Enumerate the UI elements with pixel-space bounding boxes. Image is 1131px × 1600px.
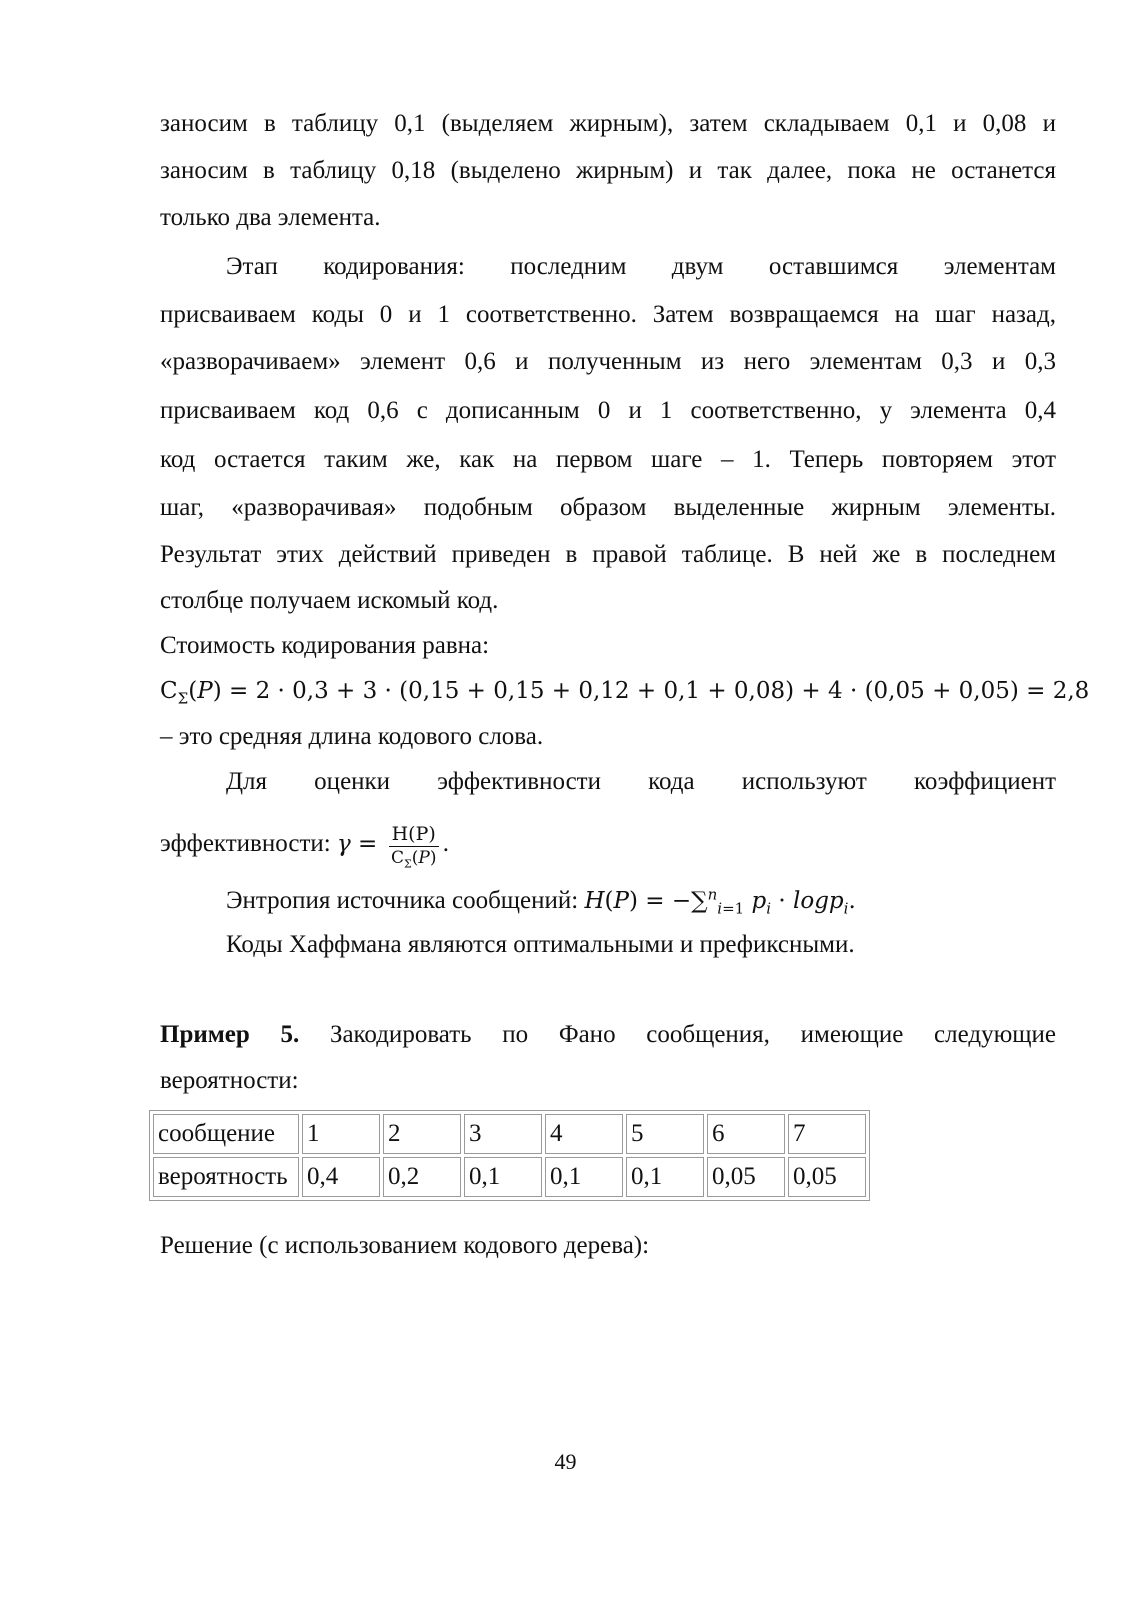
entropy-formula: Энтропия источника сообщений: H(P) = −∑$^n_{i=1}$ $p_i \cdot \log p_i$. [226, 885, 856, 918]
efficiency-formula: эффективности: γ = $\frac{H(P)}{C_\Sigma(P)}$ . [160, 823, 450, 871]
text-line: шаг, «разворачивая» подобным образом выделенные жирным элементы. [160, 494, 1056, 521]
text-line: заносим в таблицу 0,18 (выделено жирным) и так далее, пока не останется [160, 157, 1056, 184]
efficiency-fraction: $\frac{H(P)}{C_\Sigma(P)}$ [389, 824, 439, 867]
table-cell: 6 [707, 1114, 785, 1154]
table-cell: 0,1 [545, 1157, 623, 1197]
table-cell: 0,05 [788, 1157, 866, 1197]
table-cell: 0,05 [707, 1157, 785, 1197]
table-cell: 0,1 [464, 1157, 542, 1197]
table-cell: 4 [545, 1114, 623, 1154]
text-line: присваиваем код 0,6 с дописанным 0 и 1 соответственно, у элемента 0,4 [160, 397, 1056, 424]
text-line: «разворачиваем» элемент 0,6 и полученным из него элементам 0,3 и 0,3 [160, 348, 1056, 375]
text-line: столбце получаем искомый код. [160, 587, 499, 614]
text-line: Этап кодирования: последним двум оставшимся элементам [226, 253, 1056, 280]
text-line: заносим в таблицу 0,1 (выделяем жирным), затем складываем 0,1 и 0,08 и [160, 110, 1056, 137]
text-line: вероятности: [160, 1067, 299, 1094]
table-cell: 1 [302, 1114, 380, 1154]
table-row [153, 1114, 866, 1154]
cost-note: – это средняя длина кодового слова. [160, 723, 544, 750]
probability-table [149, 1110, 870, 1201]
cost-formula: $C_\Sigma(P) = 2 \cdot 0,3 + 3 \cdot (0,15 + 0,15 + 0,12 + 0,1 + 0,08) + 4 \cdot (0,05 + 0,05) = 2,8$ [160, 678, 1090, 708]
table-cell: 0,1 [626, 1157, 704, 1197]
example-heading: Пример 5. Закодировать по Фано сообщения, имеющие следующие [160, 1021, 1056, 1048]
text-line: только два элемента. [160, 204, 381, 231]
table-cell: 0,2 [383, 1157, 461, 1197]
table-cell: 3 [464, 1114, 542, 1154]
cost-title: Стоимость кодирования равна: [160, 632, 490, 659]
text-line: Результат этих действий приведен в правой таблице. В ней же в последнем [160, 541, 1056, 568]
table-cell: 7 [788, 1114, 866, 1154]
table-row [153, 1157, 866, 1197]
table-cell: вероятность [153, 1157, 299, 1197]
page-number: 49 [554, 1449, 577, 1474]
solution-heading: Решение (с использованием кодового дерева): [160, 1232, 650, 1259]
example-label: Пример 5. [160, 1021, 300, 1048]
huffman-note: Коды Хаффмана являются оптимальными и префиксными. [226, 931, 855, 958]
text-line: присваиваем коды 0 и 1 соответственно. Затем возвращаемся на шаг назад, [160, 301, 1056, 328]
text-line: Для оценки эффективности кода используют коэффициент [226, 768, 1056, 795]
text-line: код остается таким же, как на первом шаге – 1. Теперь повторяем этот [160, 446, 1056, 473]
table-cell: сообщение [153, 1114, 299, 1154]
table-cell: 5 [626, 1114, 704, 1154]
table-cell: 0,4 [302, 1157, 380, 1197]
table-cell: 2 [383, 1114, 461, 1154]
